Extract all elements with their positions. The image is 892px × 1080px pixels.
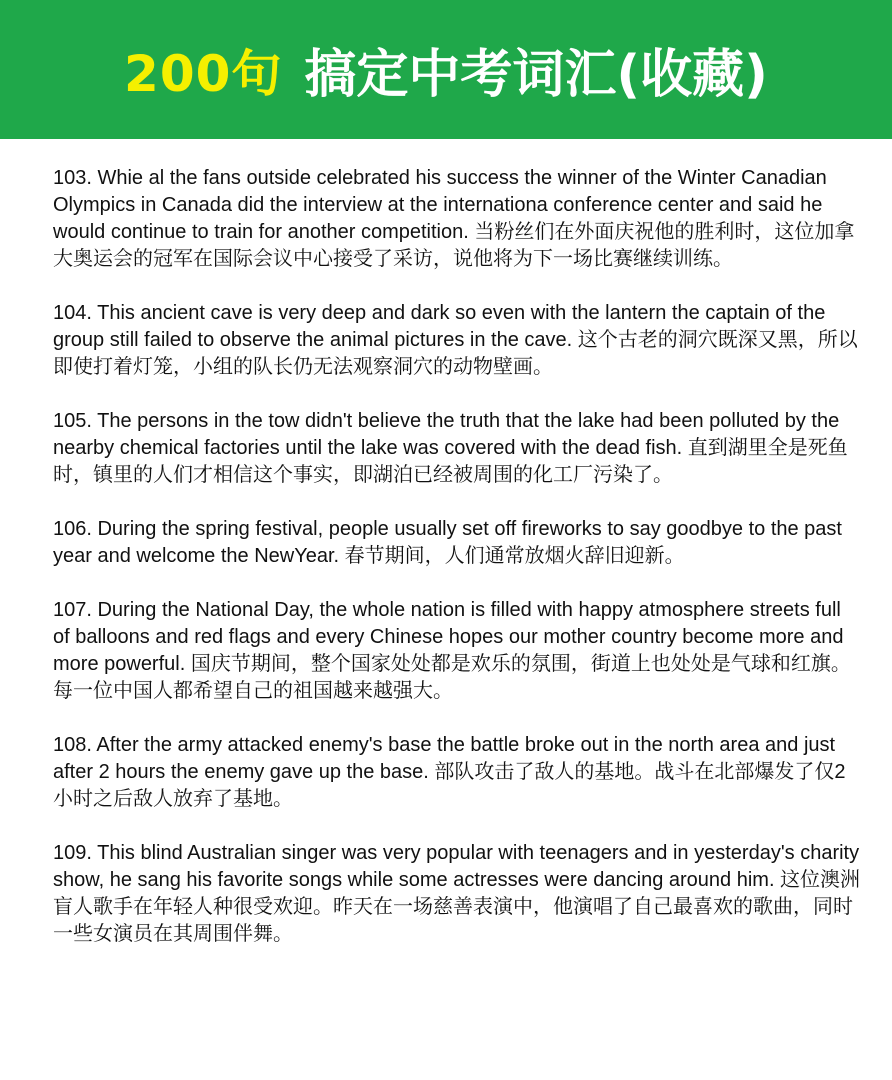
sentence-list — [53, 165, 863, 975]
page-title — [124, 32, 768, 107]
sentence-103: 103. Whie al the fans outside celebrated his success the winner of the Winter Canadian Olympics in Canada did the interview at the internationa conference center and said he would continue to train for another competition. 当粉丝们在外面庆祝他的胜利时，这位加拿大奥运会的冠军在国际会议中心接受了采访，说他将为下一场比赛继续训练。 — [53, 167, 855, 270]
sentence-104: 104. This ancient cave is very deep and dark so even with the lantern the captain of the group still failed to observe the animal pictures in the cave. 这个古老的洞穴既深又黑，所以即使打着灯笼，小组的队长仍无法观察洞穴的动物壁画。 — [53, 302, 858, 378]
title-main: 搞定中考词汇(收藏) — [304, 45, 768, 105]
sentence-109: 109. This blind Australian singer was very popular with teenagers and in yesterday's charity show, he sang his favorite songs while some actresses were dancing around him. 这位澳洲盲人歌手在年轻人种很受欢迎。昨天在一场慈善表演中，他演唱了自己最喜欢的歌曲，同时一些女演员在其周围伴舞。 — [53, 842, 861, 945]
title-count: 200句 — [124, 44, 283, 103]
sentence-108: 108. After the army attacked enemy's base the battle broke out in the north area and just after 2 hours the enemy gave up the base. 部队攻击了敌人的基地。战斗在北部爆发了仅2小时之后敌人放弃了基地。 — [53, 734, 846, 810]
sentence-106: 106. During the spring festival, people usually set off fireworks to say goodbye to the past year and welcome the NewYear. 春节期间，人们通常放烟火辞旧迎新。 — [53, 518, 842, 567]
header-banner — [0, 0, 892, 139]
sentence-105: 105. The persons in the tow didn't believe the truth that the lake had been polluted by the nearby chemical factories until the lake was covered with the dead fish. 直到湖里全是死鱼时，镇里的人们才相信这个事实，即湖泊已经被周围的化工厂污染了。 — [53, 410, 848, 486]
sentence-107: 107. During the National Day, the whole nation is filled with happy atmosphere streets full of balloons and red flags and every Chinese hopes our mother country become more and more powerful. 国庆节期间，整个国家处处都是欢乐的氛围，街道上也处处是气球和红旗。每一位中国人都希望自己的祖国越来越强大。 — [53, 599, 851, 702]
